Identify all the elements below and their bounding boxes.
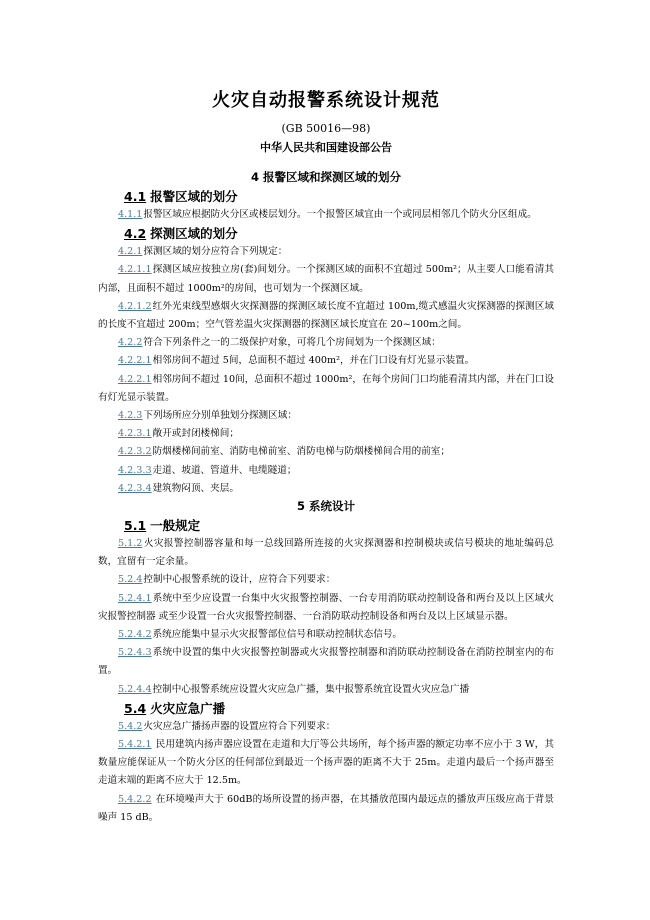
clause-4-2-1-1 bbox=[98, 261, 554, 297]
clause-5-2-4-3 bbox=[98, 644, 554, 680]
clause-number: 5.4.2 bbox=[118, 720, 143, 732]
clause-5-2-4-1 bbox=[98, 590, 554, 626]
clause-5-2-4 bbox=[98, 571, 554, 589]
section-title: 探测区域的划分 bbox=[150, 226, 238, 242]
clause-number: 5.2.4.1 bbox=[118, 592, 152, 604]
clause-number: 4.2.1.2 bbox=[118, 300, 152, 312]
clause-text: 民用建筑内扬声器应设置在走道和大厅等公共场所，每个扬声器的额定功率不应小于 3 W，其数量应能保证从一个防火分区的任何部位到最近一个扬声器的距离不大于 25m。走道内最后一个扬声器至走道末端的距离不应大于 12.5m。 bbox=[98, 739, 554, 787]
clause-text: 走道、坡道、管道井、电缆隧道； bbox=[152, 464, 297, 476]
clause-text: 敞开或封闭楼梯间； bbox=[152, 428, 239, 440]
clause-number: 5.2.4.2 bbox=[118, 629, 152, 641]
clause-number: 4.2.3.1 bbox=[118, 428, 152, 440]
clause-text: 红外光束线型感烟火灾探测器的探测区域长度不宜超过 100m,缆式感温火灾探测器的探测区域的长度不宜超过 200m；空气管差温火灾探测器的探测区域长度宜在 20~100m之间。 bbox=[98, 300, 554, 331]
clause-5-1-2 bbox=[98, 535, 554, 571]
section-5-1-heading bbox=[98, 516, 554, 535]
clause-4-2-2-2 bbox=[98, 371, 554, 407]
section-number: 4.2 bbox=[124, 226, 147, 242]
clause-4-2-3-3 bbox=[98, 462, 554, 480]
clause-text: 控制中心报警系统应设置火灾应急广播，集中报警系统宜设置火灾应急广播 bbox=[152, 683, 470, 695]
section-5-4-heading bbox=[98, 699, 554, 718]
section-4-2-heading bbox=[98, 224, 554, 243]
clause-5-4-2-2 bbox=[98, 791, 554, 827]
clause-number: 4.1.1 bbox=[118, 209, 143, 220]
clause-number: 5.2.4.3 bbox=[118, 647, 152, 659]
chapter-5-heading: 5 系统设计 bbox=[296, 499, 355, 514]
clause-number: 5.1.2 bbox=[118, 538, 143, 550]
clause-4-2-3-1 bbox=[98, 425, 554, 443]
clause-text: 探测区域的划分应符合下列规定： bbox=[143, 246, 288, 258]
clause-text: 系统中设置的集中火灾报警控制器或火灾报警控制器和消防联动控制设备在消防控制室内的布置。 bbox=[98, 647, 554, 677]
clause-5-2-4-2 bbox=[98, 626, 554, 644]
section-title: 一般规定 bbox=[150, 518, 201, 534]
clause-number: 4.2.2.1 bbox=[118, 373, 152, 385]
clause-5-4-2 bbox=[98, 718, 554, 736]
clause-text: 相邻房间不超过 5间，总面积不超过 400m²，并在门口设有灯光显示装置。 bbox=[152, 355, 475, 367]
clause-number: 5.4.2.2 bbox=[118, 793, 152, 805]
clause-4-2-1 bbox=[98, 243, 554, 261]
clause-number: 5.4.2.1 bbox=[118, 739, 152, 751]
publisher-line: 中华人民共和国建设部公告 bbox=[260, 141, 392, 154]
section-number: 5.1 bbox=[124, 518, 147, 534]
clause-number: 4.2.3.3 bbox=[118, 464, 152, 476]
clause-4-2-3-2 bbox=[98, 443, 554, 461]
document-body bbox=[98, 86, 554, 827]
clause-text: 火灾报警控制器容量和每一总线回路所连接的火灾探测器和控制模块或信号模块的地址编码总数，宜留有一定余量。 bbox=[98, 538, 554, 568]
clause-text: 系统中至少应设置一台集中火灾报警控制器、一台专用消防联动控制设备和两台及以上区域火灾报警控制器 或至少设置一台火灾报警控制器、一台消防联动控制设备和两台及以上区域显示器。 bbox=[98, 592, 554, 622]
clause-number: 4.2.3.2 bbox=[118, 446, 152, 458]
clause-4-2-2-1 bbox=[98, 352, 554, 370]
section-number: 5.4 bbox=[124, 700, 147, 716]
clause-5-2-4-4 bbox=[98, 681, 554, 699]
clause-number: 4.2.2.1 bbox=[118, 355, 152, 367]
clause-4-1-1 bbox=[98, 206, 554, 224]
clause-number: 4.2.1 bbox=[118, 246, 143, 258]
clause-5-4-2-1 bbox=[98, 736, 554, 791]
clause-number: 4.2.3 bbox=[118, 410, 143, 422]
section-4-1-heading bbox=[98, 187, 554, 206]
clause-text: 探测区域应按独立房(套)间划分。一个探测区域的面积不宜超过 500m²；从主要人口能看清其内部，且面积不超过 1000m²的房间，也可划为一个探测区域。 bbox=[98, 264, 554, 294]
clause-text: 相邻房间不超过 10间，总面积不超过 1000m²，在每个房间门口均能看清其内部，并在门口设有灯光显示装置。 bbox=[98, 373, 554, 403]
section-title: 报警区域的划分 bbox=[150, 189, 238, 204]
clause-4-2-3-4 bbox=[98, 480, 554, 498]
chapter-4-heading: 4 报警区域和探测区域的划分 bbox=[250, 170, 401, 184]
clause-text: 建筑物闷顶、夹层。 bbox=[152, 482, 239, 494]
clause-number: 4.2.1.1 bbox=[118, 264, 152, 276]
section-title: 火灾应急广播 bbox=[150, 700, 226, 716]
clause-text: 在环境噪声大于 60dB的场所设置的扬声器，在其播放范围内最远点的播放声压级应高于背景噪声 15 dB。 bbox=[98, 793, 554, 823]
clause-text: 火灾应急广播扬声器的设置应符合下列要求： bbox=[143, 720, 336, 732]
clause-number: 5.2.4.4 bbox=[118, 683, 152, 695]
clause-4-2-2 bbox=[98, 334, 554, 352]
section-number: 4.1 bbox=[124, 189, 147, 204]
clause-text: 系统应能集中显示火灾报警部位信号和联动控制状态信号。 bbox=[152, 629, 403, 641]
document-title: 火灾自动报警系统设计规范 bbox=[212, 90, 440, 111]
clause-4-2-3 bbox=[98, 407, 554, 425]
standard-code: (GB 50016—98) bbox=[281, 122, 371, 135]
clause-text: 下列场所应分别单独划分探测区域： bbox=[143, 410, 297, 422]
clause-number: 4.2.3.4 bbox=[118, 482, 152, 494]
clause-number: 5.2.4 bbox=[118, 574, 143, 586]
clause-text: 符合下列条件之一的二级保护对象，可将几个房间划为一个探测区域： bbox=[143, 337, 441, 349]
clause-4-2-1-2 bbox=[98, 298, 554, 334]
clause-text: 报警区域应根据防火分区或楼层划分。一个报警区域宜由一个或同层相邻几个防火分区组成。 bbox=[143, 209, 537, 220]
clause-text: 控制中心报警系统的设计，应符合下列要求： bbox=[143, 574, 336, 586]
clause-text: 防烟楼梯间前室、消防电梯前室、消防电梯与防烟楼梯间合用的前室； bbox=[152, 446, 450, 458]
clause-number: 4.2.2 bbox=[118, 337, 143, 349]
